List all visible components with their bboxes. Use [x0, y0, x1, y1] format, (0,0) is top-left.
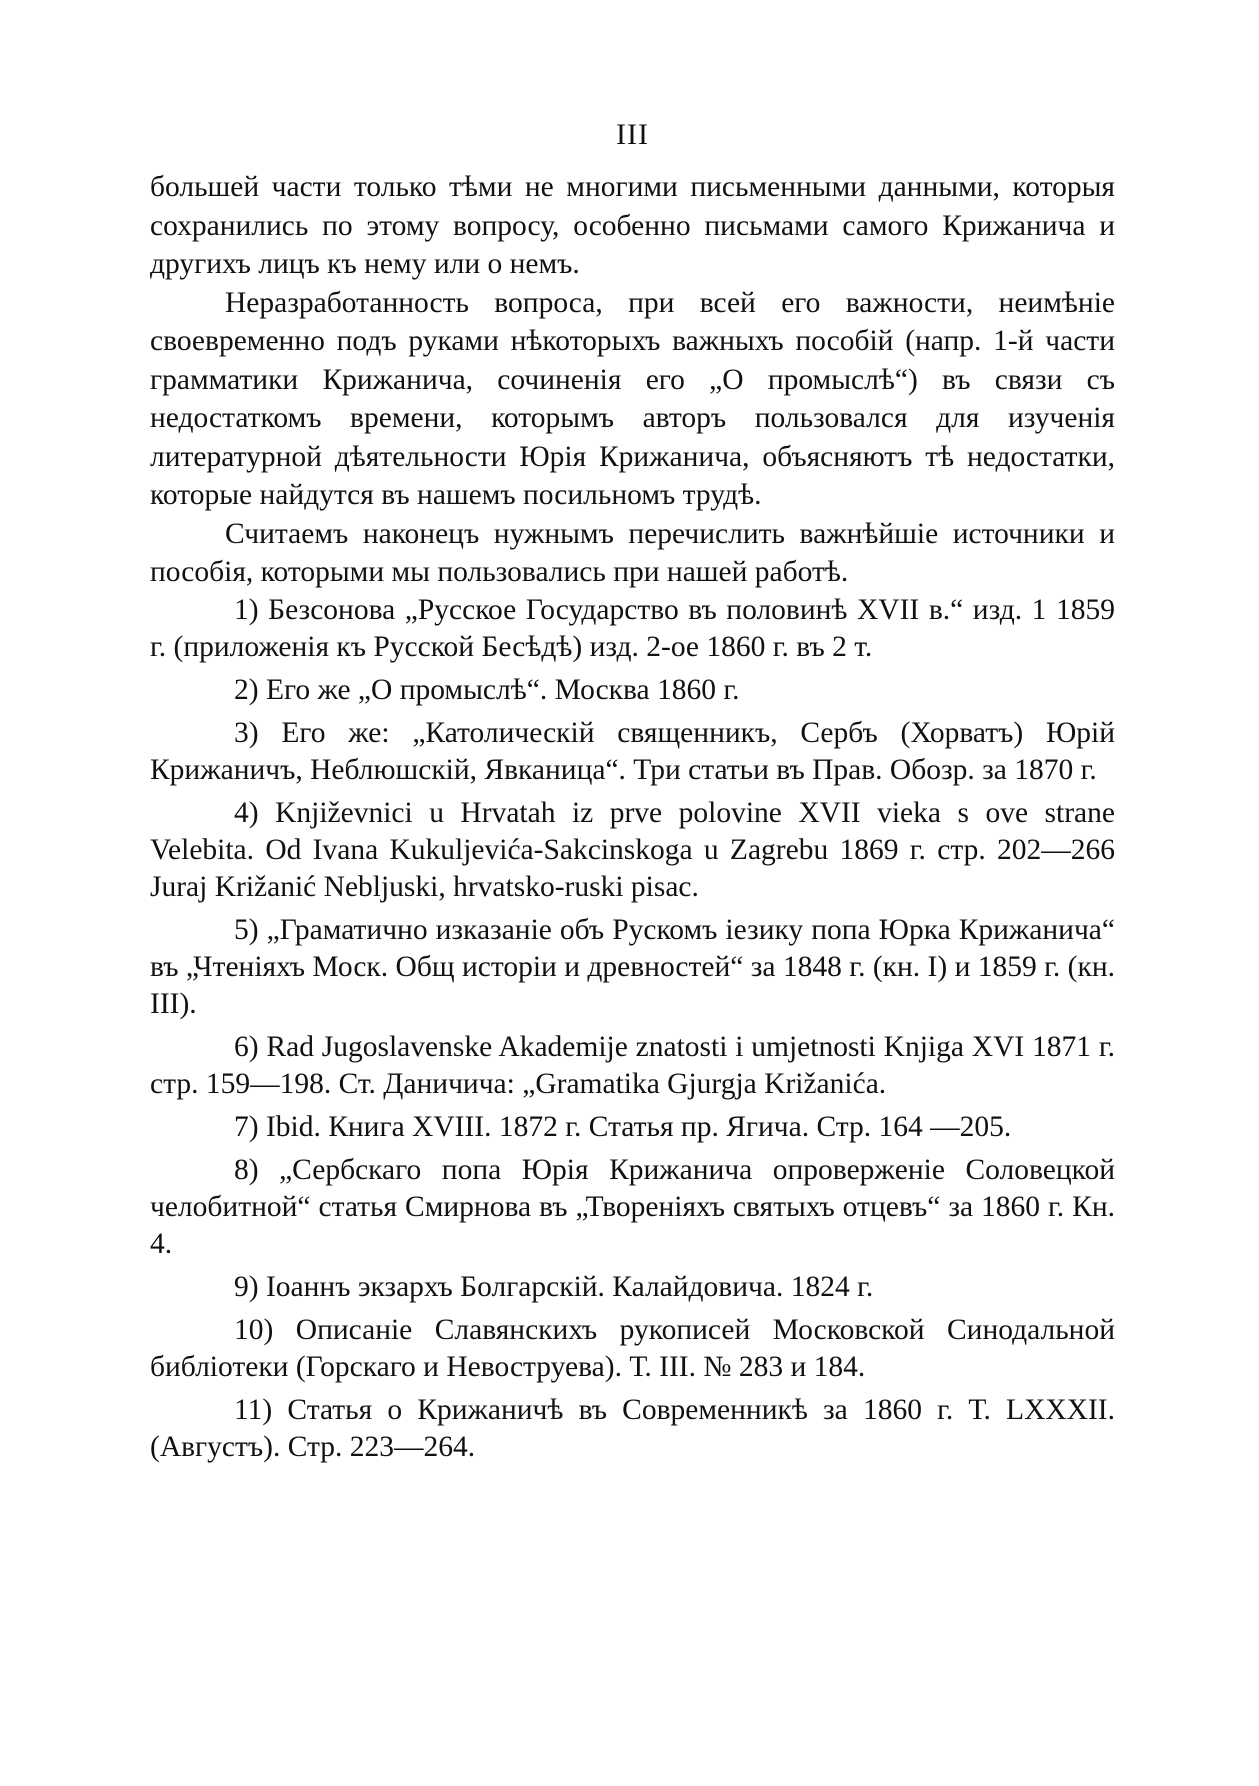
reference-text: Іоаннъ экзархъ Болгарскій. Калайдовича. 1824 г. [265, 1270, 874, 1303]
reference-item [150, 1152, 1115, 1263]
reference-text: Его же: „Католическій священникъ, Сербъ (Хорватъ) Юрій Крижаничъ, Неблюшскій, Явканица“. Три статьи въ Прав. Обозр. за 1870 г. [150, 716, 1116, 786]
reference-list [150, 592, 1115, 1466]
document-page [150, 118, 1115, 1472]
reference-text: Статья о Крижаничѣ въ Современникѣ за 1860 г. Т. LXXXII. (Августъ). Стр. 223—264. [150, 1393, 1115, 1463]
reference-item [150, 1109, 1115, 1146]
reference-number: 4) [234, 796, 259, 829]
reference-number: 11) [234, 1393, 273, 1426]
reference-number: 1) [234, 593, 259, 626]
reference-item [150, 1312, 1115, 1386]
reference-number: 8) [234, 1153, 259, 1186]
reference-text: „Сербскаго попа Юрія Крижанича опровержeніе Соловецкой челобитной“ статья Смирнова въ „Твореніяхъ святыхъ отцевъ“ за 1860 г. Кн. 4. [150, 1153, 1115, 1260]
paragraph: Считаемъ наконецъ нужнымъ перечислить важнѣйшіе источники и пособія, которыми мы пользовались при нашей работѣ. [150, 517, 1115, 588]
page-number: III [616, 118, 649, 151]
reference-item [150, 672, 1115, 709]
reference-number: 6) [234, 1030, 259, 1063]
reference-item [150, 715, 1115, 789]
reference-text: „Граматично изказаніе объ Рускомъ іезику попа Юрка Крижанича“ въ „Чтеніяхъ Моск. Общ исторіи и древностей“ за 1848 г. (кн. I) и 1859 г. (кн. III). [150, 913, 1115, 1020]
reference-item [150, 592, 1115, 666]
reference-number: 5) [234, 913, 259, 946]
reference-number: 2) [234, 673, 259, 706]
reference-number: 3) [234, 716, 259, 749]
reference-text: Описаніе Славянскихъ рукописей Московской Синодальной библіотеки (Горскаго и Невоструева). Т. III. № 283 и 184. [150, 1313, 1115, 1383]
reference-number: 9) [234, 1270, 259, 1303]
reference-text: Его же „О промыслѣ“. Москва 1860 г. [265, 673, 740, 706]
body-text [150, 168, 1115, 592]
reference-text: Ibid. Книга XVIII. 1872 г. Статья пр. Ягича. Стр. 164 —205. [265, 1110, 1012, 1143]
reference-item [150, 1392, 1115, 1466]
reference-item [150, 1029, 1115, 1103]
reference-text: Безсонова „Русское Государство въ половинѣ XVII в.“ изд. 1 1859 г. (приложенія къ Русской Бесѣдѣ) изд. 2-ое 1860 г. въ 2 т. [150, 593, 1115, 663]
reference-item [150, 795, 1115, 906]
paragraph: большей части только тѣми не многими письменными данными, которыя сохранились по этому вопросу, особенно письмами самого Крижанича и другихъ лицъ къ нему или о немъ. [150, 171, 1115, 280]
reference-text: Književnici u Hrvatah iz prve polovine XVII vieka s ove strane Velebita. Od Ivana Kukuljevića-Sakcinskoga u Zagrebu 1869 г. стр. 202—266 Juraj Križanić Nebljuski, hrvatsko-ruski pisac. [150, 796, 1115, 903]
reference-item [150, 912, 1115, 1023]
reference-item [150, 1269, 1115, 1306]
reference-number: 7) [234, 1110, 259, 1143]
reference-text: Rad Jugoslavenske Akademije znatosti i umjetnosti Knjiga XVI 1871 г. стр. 159—198. Ст. Даничича: „Gramatika Gjurgja Križanića. [150, 1030, 1116, 1100]
paragraph: Неразработанность вопроса, при всей его важности, неимѣніе своевременно подъ руками нѣкоторыхъ важныхъ пособій (напр. 1-й части грамматики Крижанича, сочиненія его „О промыслѣ“) въ связи съ недостаткомъ времени, которымъ авторъ пользовался для изученія литературной дѣятельности Юрія Крижанича, объясняютъ тѣ недостатки, которые найдутся въ нашемъ посильномъ трудѣ. [150, 286, 1115, 511]
reference-number: 10) [234, 1313, 274, 1346]
